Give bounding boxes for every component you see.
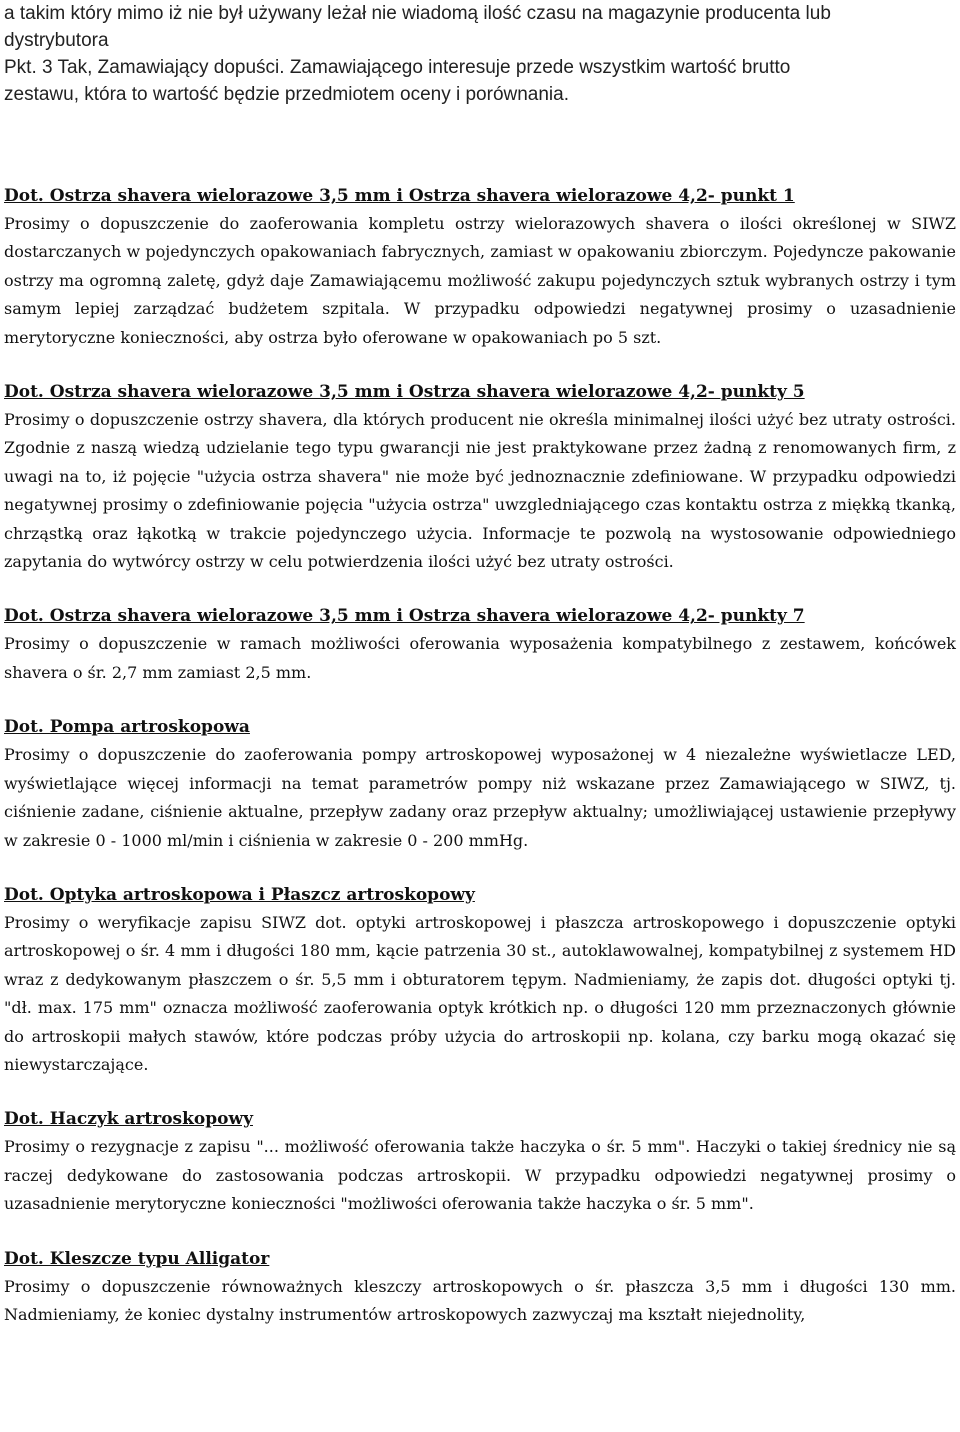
section-body: Prosimy o rezygnacje z zapisu "... możliwość oferowania także haczyka o śr. 5 mm". Haczyki o takiej średnicy nie są raczej dedykowane do zastosowania podczas artroskopii. W przypadku odpowiedzi negatywnej prosimy o uzasadnienie merytoryczne konieczności "możliwości oferowania także haczyka o śr. 5 mm".	[4, 1137, 956, 1214]
document-sections	[4, 183, 956, 1356]
intro-line: a takim który mimo iż nie był używany leżał nie wiadomą ilość czasu na magazynie producenta lub	[4, 3, 831, 24]
section-heading: Dot. Pompa artroskopowa	[4, 717, 250, 738]
section-body: Prosimy o dopuszczenie równoważnych kleszczy artroskopowych o śr. płaszcza 3,5 mm i długości 130 mm. Nadmieniamy, że koniec dystalny instrumentów artroskopowych zazwyczaj ma kształt niejednolity,	[4, 1276, 956, 1324]
section-haczyk-artroskopowy	[4, 1106, 956, 1218]
section-optyka-artroskopowa	[4, 882, 956, 1079]
section-heading: Dot. Haczyk artroskopowy	[4, 1109, 253, 1130]
section-heading: Dot. Kleszcze typu Alligator	[4, 1248, 270, 1269]
section-heading: Dot. Optyka artroskopowa i Płaszcz artroskopowy	[4, 884, 475, 905]
section-pompa-artroskopowa	[4, 714, 956, 855]
section-body: Prosimy o dopuszczenie do zaoferowania kompletu ostrzy wielorazowych shavera o ilości określonej w SIWZ dostarczanych w pojedynczych opakowaniach fabrycznych, zamiast w opakowaniu zbiorczym. Pojedyncze pakowanie ostrzy ma ogromną zaletę, gdyż daje Zamawiającemu możliwość zakupu pojedynczych sztuk wybranych ostrzy i tym samym lepiej zarządzać budżetem szpitala. W przypadku odpowiedzi negatywnej prosimy o uzasadnienie merytoryczne konieczności, aby ostrza było oferowane w opakowaniach po 5 szt.	[4, 214, 956, 347]
section-body: Prosimy o dopuszczenie ostrzy shavera, dla których producent nie określa minimalnej ilości użyć bez utraty ostrości. Zgodnie z naszą wiedzą udzielanie tego typu gwarancji nie jest praktykowane przez żadną z renomowanych firm, z uwagi na to, iż pojęcie "użycia ostrza shavera" nie może być jednoznacznie zdefiniowane. W przypadku odpowiedzi negatywnej prosimy o zdefiniowanie pojęcia "użycia ostrza" uwzgledniającego czas kontaktu ostrza z miękką tkanką, chrząstką oraz łąkotką w trakcie pojedynczego użycia. Informacje te pozwolą na wystosowanie odpowiedniego zapytania do wytwórcy ostrzy w celu potwierdzenia ilości użyć bez utraty ostrości.	[4, 410, 956, 572]
section-heading: Dot. Ostrza shavera wielorazowe 3,5 mm i Ostrza shavera wielorazowe 4,2- punkt 1	[4, 186, 795, 206]
section-ostrza-punkty-5	[4, 379, 956, 576]
intro-line: Pkt. 3 Tak, Zamawiający dopuści. Zamawiającego interesuje przede wszystkim wartość brutto	[4, 57, 791, 78]
section-ostrza-punkty-7	[4, 603, 956, 687]
intro-line: dystrybutora	[4, 30, 109, 51]
section-heading: Dot. Ostrza shavera wielorazowe 3,5 mm i Ostrza shavera wielorazowe 4,2- punkty 7	[4, 606, 805, 627]
section-body: Prosimy o dopuszczenie w ramach możliwości oferowania wyposażenia kompatybilnego z zestawem, końcówek shavera o śr. 2,7 mm zamiast 2,5 mm.	[4, 634, 956, 682]
section-body: Prosimy o weryfikacje zapisu SIWZ dot. optyki artroskopowej i płaszcza artroskopowego i dopuszczenie optyki artroskopowej o śr. 4 mm i długości 180 mm, kącie patrzenia 30 st., autoklawowalnej, kompatybilnej z systemem HD wraz z dedykowanym płaszczem o śr. 5,5 mm i obturatorem tępym. Nadmieniamy, że zapis dot. długości optyki tj. "dł. max. 175 mm" oznacza możliwość zaoferowania optyk krótkich np. o długości 120 mm przeznaczonych głównie do artroskopii małych stawów, które podczas próby użycia do artroskopii np. kolana, czy barku mogą okazać się niewystarczające.	[4, 912, 956, 1074]
section-body: Prosimy o dopuszczenie do zaoferowania pompy artroskopowej wyposażonej w 4 niezależne wyświetlacze LED, wyświetlające więcej informacji na temat parametrów pompy niż wskazane przez Zamawiającego w SIWZ, tj. ciśnienie zadane, ciśnienie aktualne, przepływ zadany oraz przepływ aktualny; umożliwiającej ustawienie przepływy w zakresie 0 - 1000 ml/min i ciśnienia w zakresie 0 - 200 mmHg.	[4, 745, 956, 850]
section-ostrza-punkt-1	[4, 183, 956, 352]
section-kleszcze-alligator	[4, 1246, 956, 1330]
intro-line: zestawu, która to wartość będzie przedmiotem oceny i porównania.	[4, 84, 569, 105]
section-heading: Dot. Ostrza shavera wielorazowe 3,5 mm i Ostrza shavera wielorazowe 4,2- punkty 5	[4, 382, 805, 403]
intro-text	[4, 0, 956, 108]
